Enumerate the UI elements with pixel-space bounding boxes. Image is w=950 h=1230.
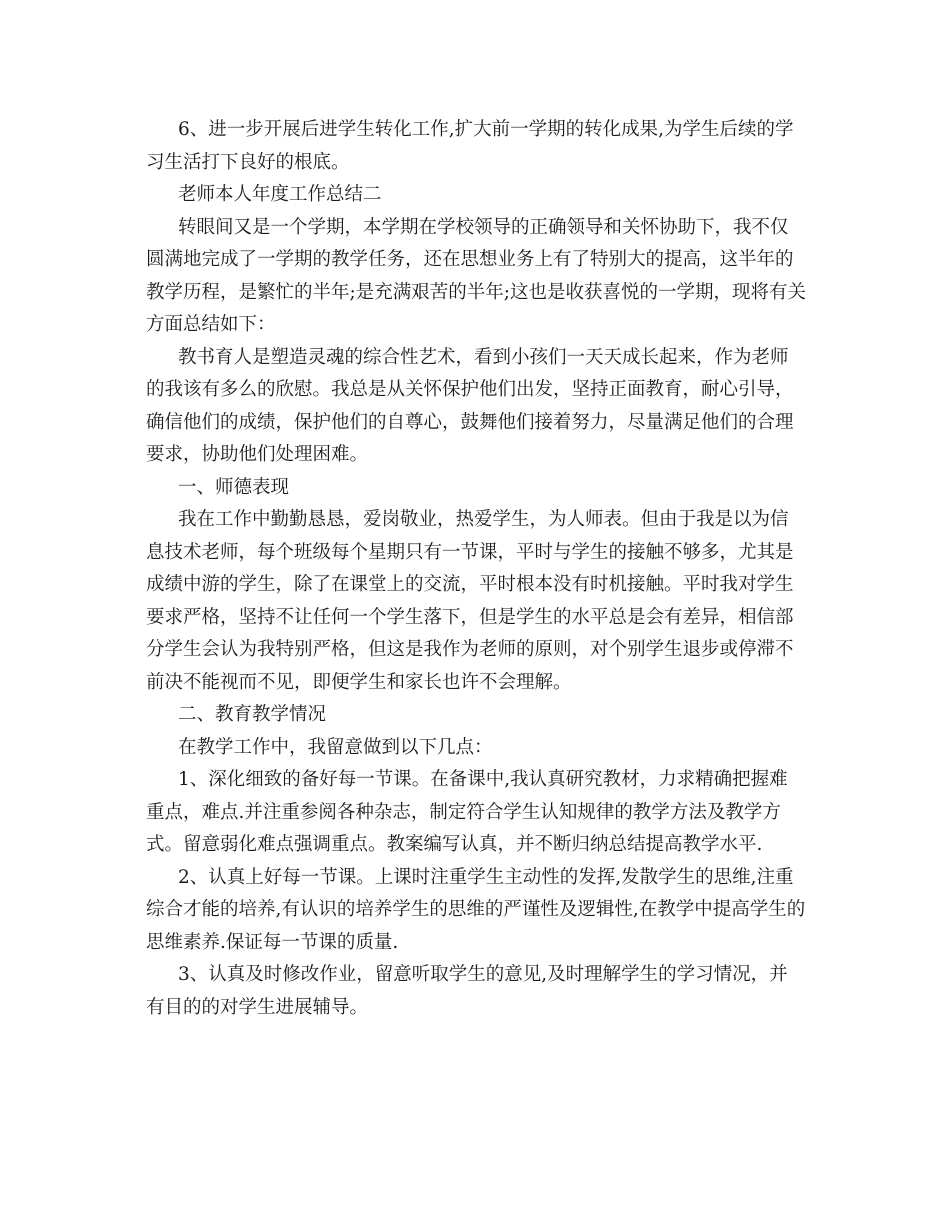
paragraph-educating: 教书育人是塑造灵魂的综合性艺术，看到小孩们一天天成长起来，作为老师的我该有多么的欣慰。我总是从关怀保护他们出发，坚持正面教育，耐心引导，确信他们的成绩，保护他们的自尊心，鼓舞他们接着努力，尽量满足他们的合理要求，协助他们处理困难。 xyxy=(146,346,794,465)
paragraph-teaching-intro: 在教学工作中，我留意做到以下几点： xyxy=(178,736,493,758)
paragraph-ethics: 我在工作中勤勤恳恳，爱岗敬业，热爱学生，为人师表。但由于我是以为信息技术老师，每个班级每个星期只有一节课，平时与学生的接触不够多，尤其是成绩中游的学生，除了在课堂上的交流，平时根本没有时机接触。平时我对学生要求严格，坚持不让任何一个学生落下，但是学生的水平总是会有差异，相信部分学生会认为我特别严格，但这是我作为老师的原则，对个别学生退步或停滞不前决不能视而不见，即便学生和家长也许不会理解。 xyxy=(146,509,794,693)
section-heading-teaching: 二、教育教学情况 xyxy=(178,704,327,725)
section-title-summary-two: 老师本人年度工作总结二 xyxy=(178,184,382,205)
paragraph-intro: 转眼间又是一个学期，本学期在学校领导的正确领导和关怀协助下，我不仅圆满地完成了一学期的教学任务，还在思想业务上有了特别大的提高，这半年的教学历程，是繁忙的半年;是充满艰苦的半年;这也是收获喜悦的一学期，现将有关方面总结如下： xyxy=(146,216,806,335)
document-body xyxy=(146,114,806,1024)
paragraph-item-6: 6、进一步开展后进学生转化工作,扩大前一学期的转化成果,为学生后续的学习生活打下良好的根底。 xyxy=(146,119,794,173)
paragraph-point-1: 1、深化细致的备好每一节课。在备课中,我认真研究教材，力求精确把握难重点，难点.并注重参阅各种杂志，制定符合学生认知规律的教学方法及教学方式。留意弱化难点强调重点。教案编写认真，并不断归纳总结提高教学水平. xyxy=(146,769,788,855)
paragraph-point-3: 3、认真及时修改作业，留意听取学生的意见,及时理解学生的学习情况，并有目的的对学生进展辅导。 xyxy=(146,964,788,1018)
paragraph-point-2: 2、认真上好每一节课。上课时注重学生主动性的发挥,发散学生的思维,注重综合才能的培养,有认识的培养学生的思维的严谨性及逻辑性,在教学中提高学生的思维素养.保证每一节课的质量. xyxy=(146,866,806,953)
section-heading-ethics: 一、师德表现 xyxy=(178,476,290,498)
